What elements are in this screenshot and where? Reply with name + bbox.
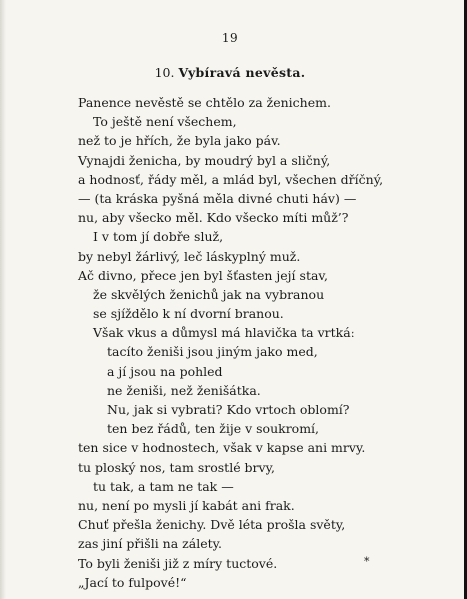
poem-line: ne ženiši, než ženišátka. [107, 382, 261, 398]
poem-line: Vynajdi ženicha, by moudrý byl a sličný, [78, 152, 331, 168]
poem-line: se sjíždělo k ní dvorní branou. [93, 306, 284, 322]
footer-mark: * [364, 555, 370, 568]
poem-line: nu, není po mysli jí kabát ani frak. [78, 497, 295, 513]
poem-line: tu ploský nos, tam srostlé brvy, [78, 459, 275, 475]
poem-line: Panence nevěstě se chtělo za ženichem. [78, 95, 331, 110]
poem-title-name: Vybíravá nevěsta. [178, 65, 306, 80]
poem-line: zas jiní přišli na zálety. [78, 536, 222, 552]
poem-line: tacíto ženiši jsou jiným jako med, [107, 344, 318, 360]
poem-body [0, 93, 460, 592]
poem-line: Nu, jak si vybrati? Kdo vrtoch oblomí? [107, 402, 350, 417]
poem-line: Ač divno, přece jen byl šťasten její stav, [78, 267, 328, 283]
poem-line: a jí jsou na pohled [107, 363, 223, 379]
poem-line: ten bez řádů, ten žije v soukromí, [107, 421, 320, 437]
poem-line: To ještě není všechem, [93, 114, 237, 130]
poem-line: To byli ženiši již z míry tuctové. [78, 555, 278, 571]
poem-line: I v tom jí dobře služ, [93, 229, 224, 245]
poem-line: že skvělých ženichů jak na vybranou [93, 286, 325, 302]
page-number: 19 [221, 31, 239, 45]
poem-line: by nebyl žárlivý, leč láskyplný muž. [78, 248, 301, 264]
poem-line: Však vkus a důmysl má hlavička ta vrtkáː [93, 325, 355, 341]
poem-title [0, 65, 460, 80]
poem-line: „Jací to fulpové!“ [78, 574, 187, 590]
poem-line: tu tak, a tam ne tak — [93, 478, 234, 494]
poem-line: ten sice v hodnostech, však v kapse ani mrvy. [78, 440, 366, 456]
poem-title-number: 10. [154, 65, 175, 80]
poem-line: než to je hřích, že byla jako páv. [78, 133, 281, 149]
poem-line: nu, aby všecko měl. Kdo všecko míti můž’? [78, 210, 349, 226]
poem-line: a hodnosť, řády měl, a mlád byl, všechen dříčný, [78, 171, 384, 187]
poem-line: — (ta kráska pyšná měla divné chuti háv) — [78, 190, 357, 206]
poem-line: Chuť přešla ženichy. Dvě léta prošla světy, [78, 517, 346, 533]
